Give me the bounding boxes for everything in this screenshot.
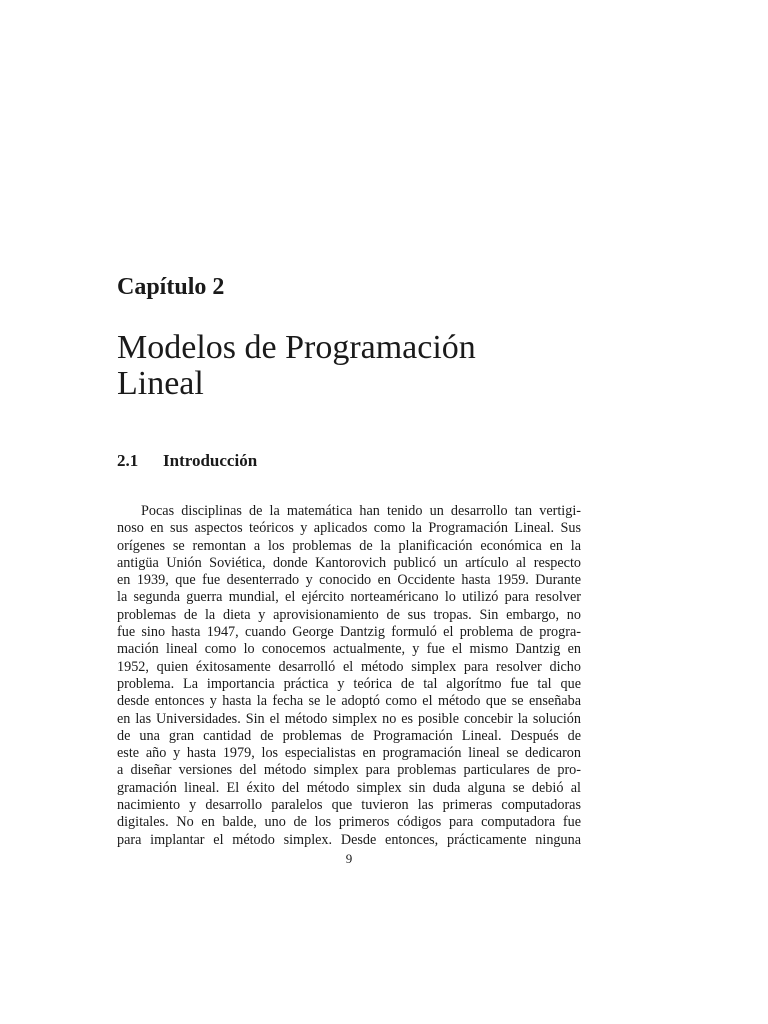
page-number: 9 xyxy=(345,851,353,866)
paragraph-line: mación lineal como lo conocemos actualmente, y fue el mismo Dantzig en xyxy=(117,641,581,658)
paragraph-line: a diseñar versiones del método simplex para problemas particulares de pro- xyxy=(117,762,581,779)
paragraph-line: gramación lineal. El éxito del método simplex sin duda alguna se debió al xyxy=(117,779,581,796)
paragraph-line: de una gran cantidad de problemas de Programación Lineal. Después de xyxy=(117,727,581,744)
paragraph-line: nacimiento y desarrollo paralelos que tuvieron las primeras computadoras xyxy=(117,797,581,814)
section-heading xyxy=(117,450,257,472)
chapter-title-line: Lineal xyxy=(117,365,204,402)
paragraph-line: digitales. No en balde, uno de los primeros códigos para computadora fue xyxy=(117,814,581,831)
paragraph-line: antigüa Unión Soviética, donde Kantorovich publicó un artículo al respecto xyxy=(117,554,581,571)
paragraph-line: problema. La importancia práctica y teórica de tal algorítmo fue tal que xyxy=(117,675,581,692)
body-paragraph xyxy=(117,503,581,849)
chapter-label: Capítulo 2 xyxy=(117,274,225,300)
paragraph-line: orígenes se remontan a los problemas de la planificación económica en la xyxy=(117,537,581,554)
chapter-title xyxy=(117,330,637,402)
paragraph-line: desde entonces y hasta la fecha se le adoptó como el método que se enseñaba xyxy=(117,693,581,710)
section-number: 2.1 xyxy=(117,451,139,470)
paragraph-line: problemas de la dieta y aprovisionamiento de sus tropas. Sin embargo, no xyxy=(117,606,581,623)
paragraph-line: la segunda guerra mundial, el ejército norteaméricano lo utilizó para resolver xyxy=(117,589,581,606)
paragraph-line: este año y hasta 1979, los especialistas en programación lineal se dedicaron xyxy=(117,745,581,762)
paragraph-line: fue sino hasta 1947, cuando George Dantzig formuló el problema de progra- xyxy=(117,624,581,641)
section-title: Introducción xyxy=(163,451,258,470)
paragraph-line: noso en sus aspectos teóricos y aplicados como la Programación Lineal. Sus xyxy=(117,520,581,537)
paragraph-line: en 1939, que fue desenterrado y conocido en Occidente hasta 1959. Durante xyxy=(117,572,581,589)
paragraph-line: para implantar el método simplex. Desde entonces, prácticamente ninguna xyxy=(117,831,581,848)
chapter-title-line: Modelos de Programación xyxy=(117,329,476,366)
paragraph-line: 1952, quien éxitosamente desarrolló el método simplex para resolver dicho xyxy=(117,658,581,675)
paragraph-line: Pocas disciplinas de la matemática han tenido un desarrollo tan vertigi- xyxy=(141,503,581,519)
paragraph-line: en las Universidades. Sin el método simplex no es posible concebir la solución xyxy=(117,710,581,727)
